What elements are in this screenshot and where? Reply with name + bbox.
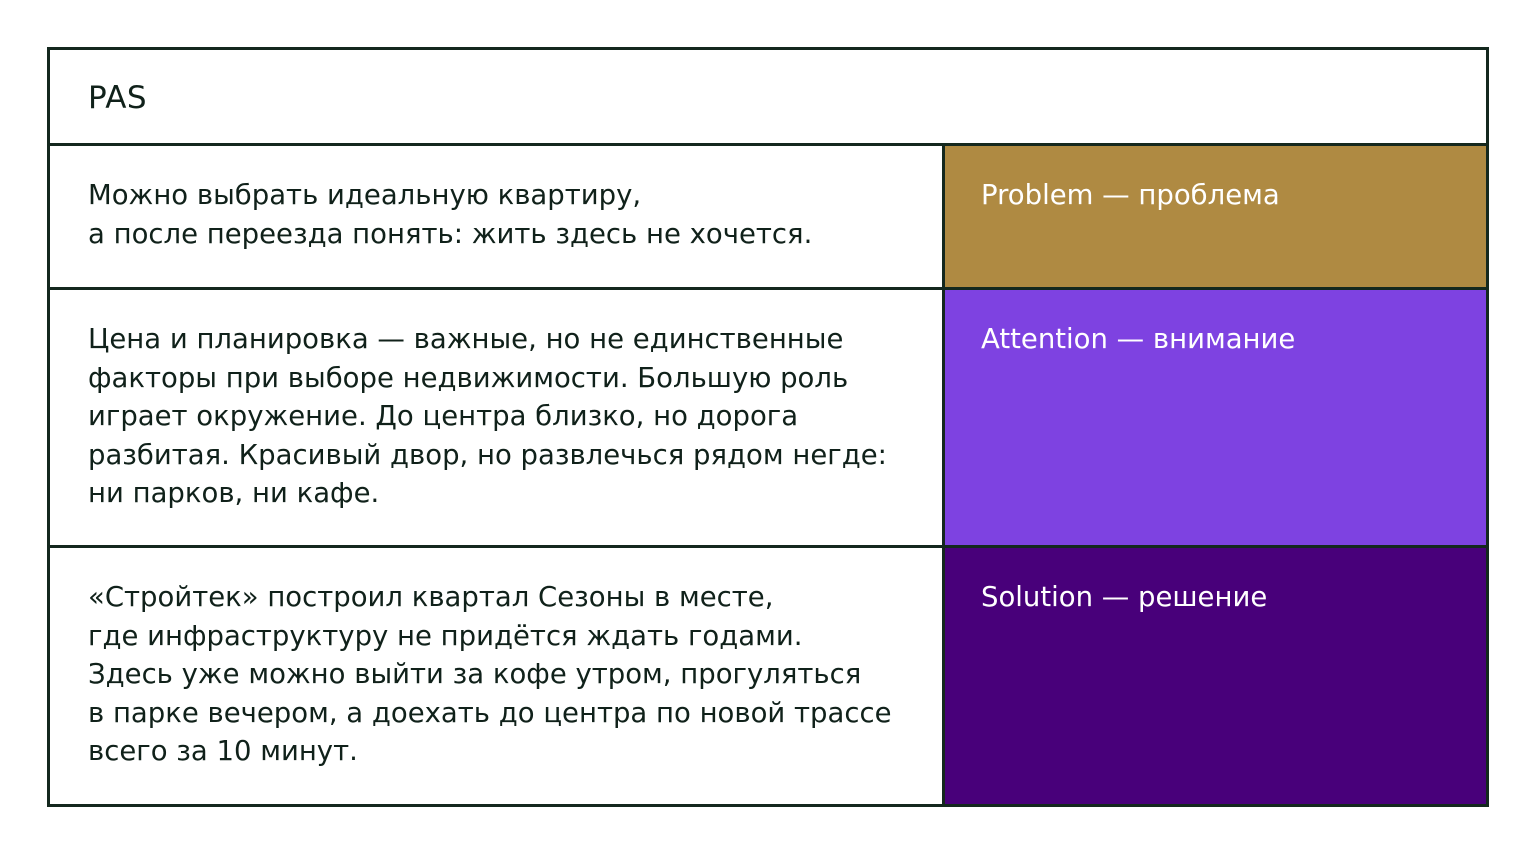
attention-label: Attention — внимание	[981, 323, 1296, 355]
row-text-cell	[50, 146, 945, 287]
row-text-cell	[50, 548, 945, 804]
solution-label-cell	[945, 548, 1486, 804]
table-title: PAS	[88, 80, 148, 116]
problem-text: Можно выбрать идеальную квартиру, а после переезда понять: жить здесь не хочется.	[88, 179, 813, 250]
table-header	[50, 50, 1486, 146]
attention-text: Цена и планировка — важные, но не единственные факторы при выборе недвижимости. Большую роль играет окружение. До центра близко, но дорога разбитая. Красивый двор, но развлечься рядом негде: ни парков, ни кафе.	[88, 323, 887, 509]
table-row-attention	[50, 290, 1486, 548]
solution-text: «Стройтек» построил квартал Сезоны в месте, где инфраструктуру не придётся ждать годами. Здесь уже можно выйти за кофе утром, прогуляться в парке вечером, а доехать до центра по новой трассе всего за 10 минут.	[88, 581, 892, 767]
solution-label: Solution — решение	[981, 581, 1268, 613]
row-text-cell	[50, 290, 945, 545]
pas-table	[47, 47, 1489, 807]
attention-label-cell	[945, 290, 1486, 545]
table-row-problem	[50, 146, 1486, 290]
problem-label-cell	[945, 146, 1486, 287]
table-row-solution	[50, 548, 1486, 804]
problem-label: Problem — проблема	[981, 179, 1280, 211]
